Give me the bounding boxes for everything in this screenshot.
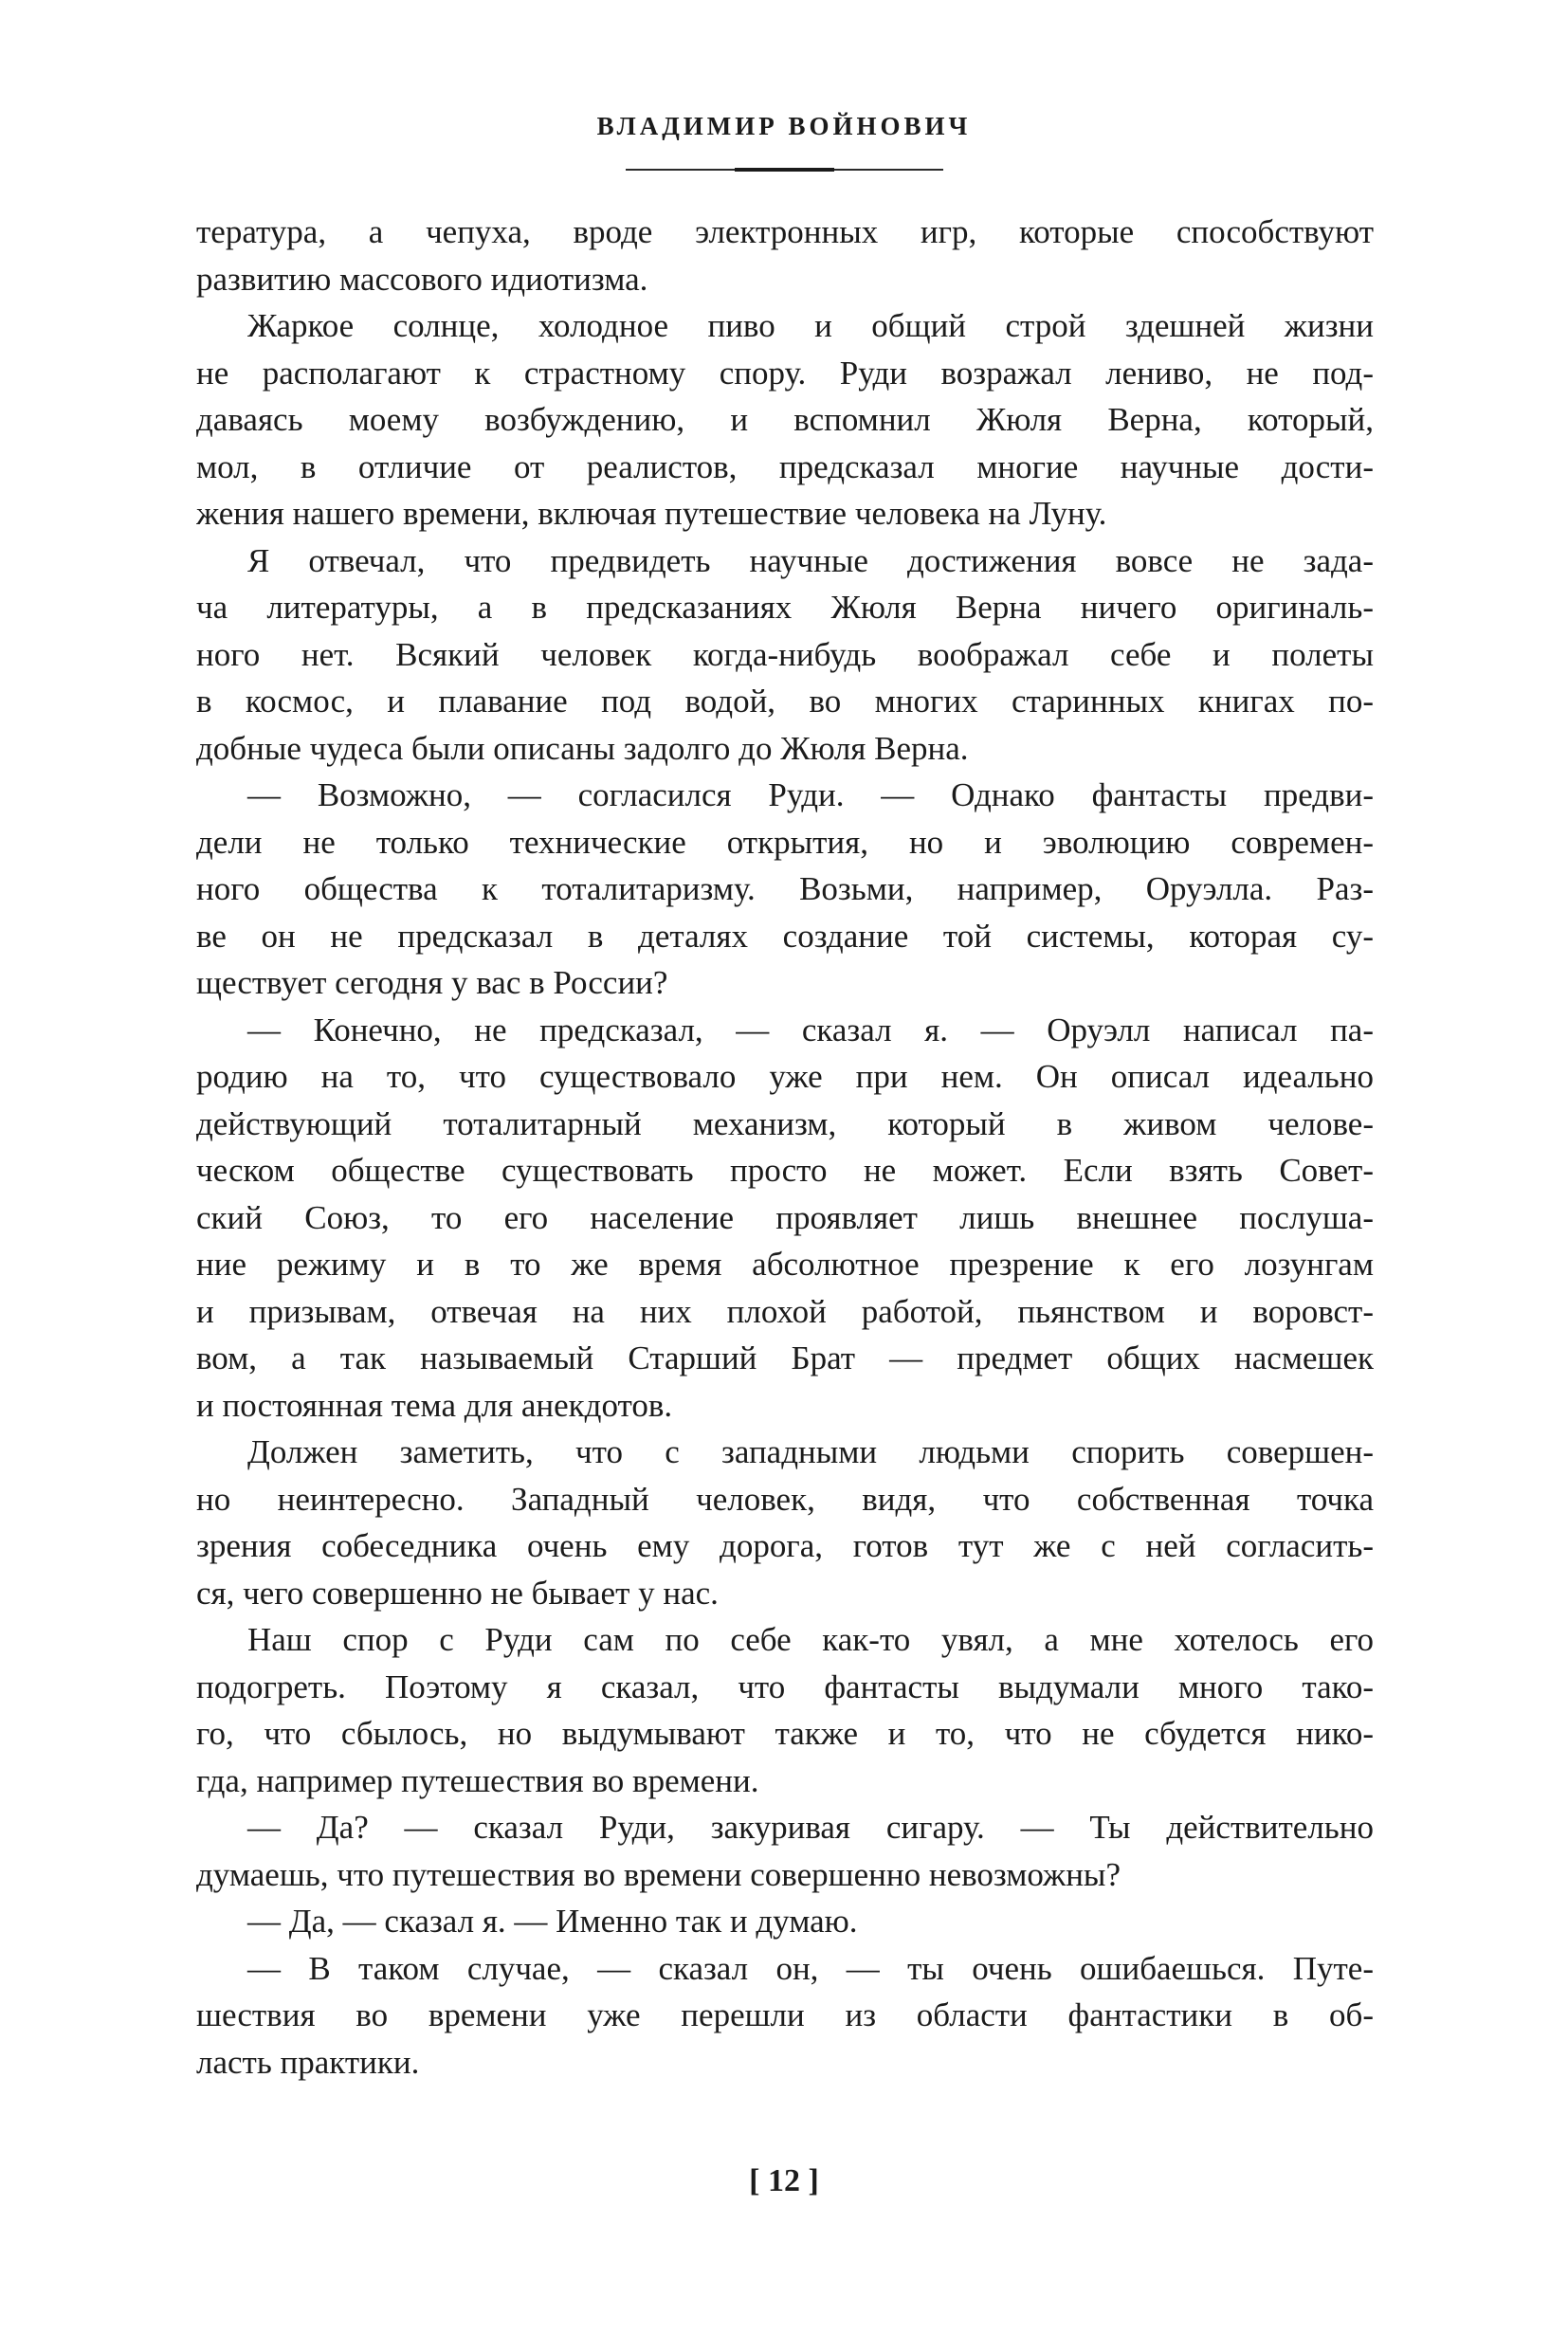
text-line: но неинтересно. Западный человек, видя, что собственная точка: [196, 1480, 1374, 1518]
body-text: [196, 209, 1374, 2086]
text-line: родию на то, что существовало уже при нем. Он описал идеально: [196, 1058, 1374, 1095]
text-line: даваясь моему возбуждению, и вспомнил Жюля Верна, который,: [196, 401, 1374, 438]
text-line: — Да, — сказал я. — Именно так и думаю.: [247, 1903, 858, 1940]
text-line: развитию массового идиотизма.: [196, 260, 648, 298]
text-line: — Возможно, — согласился Руди. — Однако фантасты предви-: [247, 776, 1374, 813]
text-line: Наш спор с Руди сам по себе как-то увял, а мне хотелось его: [247, 1621, 1374, 1658]
text-line: ча литературы, а в предсказаниях Жюля Верна ничего оригиналь-: [196, 589, 1374, 626]
text-line: дели не только технические открытия, но и эволюцию современ-: [196, 823, 1374, 861]
text-line: ного общества к тоталитаризму. Возьми, например, Оруэлла. Раз-: [196, 870, 1374, 907]
text-line: подогреть. Поэтому я сказал, что фантасты выдумали много тако-: [196, 1668, 1374, 1705]
text-line: ласть практики.: [196, 2043, 420, 2081]
running-head-author: ВЛАДИМИР ВОЙНОВИЧ: [596, 112, 972, 140]
text-line: Должен заметить, что с западными людьми спорить совершен-: [247, 1433, 1374, 1470]
text-line: мол, в отличие от реалистов, предсказал многие научные дости-: [196, 447, 1374, 485]
text-line: ский Союз, то его население проявляет лишь внешнее послуша-: [196, 1198, 1374, 1236]
page-number: [ 12 ]: [749, 2163, 819, 2198]
text-line: зрения собеседника очень ему дорога, готов тут же с ней согласить-: [196, 1527, 1374, 1564]
text-line: го, что сбылось, но выдумывают также и то, что не сбудется нико-: [196, 1715, 1374, 1752]
text-line: ние режиму и в то же время абсолютное презрение к его лозунгам: [196, 1246, 1374, 1283]
text-line: действующий тоталитарный механизм, который в живом челове-: [196, 1104, 1374, 1142]
text-line: думаешь, что путешествия во времени совершенно невозможны?: [196, 1855, 1121, 1893]
text-line: и призывам, отвечая на них плохой работой, пьянством и воровст-: [196, 1292, 1374, 1330]
text-line: — Да? — сказал Руди, закуривая сигару. — Ты действительно: [247, 1809, 1374, 1846]
text-line: в космос, и плавание под водой, во многих старинных книгах по-: [196, 683, 1374, 720]
text-line: Жаркое солнце, холодное пиво и общий строй здешней жизни: [247, 307, 1374, 344]
text-line: тература, а чепуха, вроде электронных игр, которые способствуют: [196, 213, 1374, 250]
text-line: — Конечно, не предсказал, — сказал я. — Оруэлл написал па-: [247, 1011, 1374, 1048]
text-line: Я отвечал, что предвидеть научные достижения вовсе не зада-: [247, 541, 1374, 579]
text-line: вом, а так называемый Старший Брат — предмет общих насмешек: [196, 1340, 1374, 1376]
header-rule-accent: [735, 168, 834, 172]
text-line: ве он не предсказал в деталях создание той системы, которая су-: [196, 917, 1374, 955]
text-line: ществует сегодня у вас в России?: [196, 964, 668, 1001]
text-line: ческом обществе существовать просто не может. Если взять Совет-: [196, 1152, 1374, 1189]
text-line: добные чудеса были описаны задолго до Жюля Верна.: [196, 729, 969, 767]
text-line: гда, например путешествия во времени.: [196, 1761, 759, 1799]
text-line: шествия во времени уже перешли из области фантастики в об-: [196, 1996, 1374, 2033]
text-line: жения нашего времени, включая путешествие человека на Луну.: [196, 495, 1107, 532]
text-line: ся, чего совершенно не бывает у нас.: [196, 1574, 719, 1612]
text-line: — В таком случае, — сказал он, — ты очень ошибаешься. Путе-: [247, 1949, 1374, 1987]
text-line: не располагают к страстному спору. Руди возражал лениво, не под-: [196, 354, 1374, 392]
text-line: и постоянная тема для анекдотов.: [196, 1386, 673, 1424]
text-line: ного нет. Всякий человек когда-нибудь воображал себе и полеты: [196, 635, 1374, 673]
